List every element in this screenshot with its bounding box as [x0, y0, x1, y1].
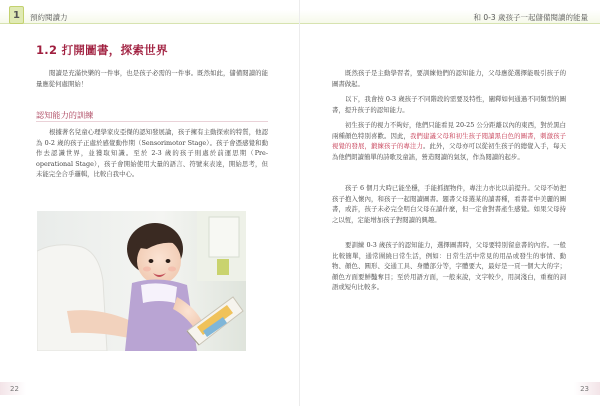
body-paragraph: 根據著名兒童心理學家皮亞傑的認知發展論，孩子擁有主動探索的特質，他認為 0-2 歲的孩子正處於感覺動作期（Sensorimotor Stage）。孩子會憑感覺和動作去認識世界，並獲取知識。至於 2-3 歲的孩子則處於前運思期（Pre-operational Stage），孩子會開始使用大量的語言、符號來表達，開始思考，但未能完全合乎邏輯，比較自我中心。 — [36, 128, 268, 179]
intro-paragraph: 閱讀是充滿快樂的一件事，也是孩子必需的一件事。既然如此，儲備閱讀的能量應從何處開始！ — [36, 69, 268, 88]
right-paragraph-4: 孩子 6 個月大時已能坐穩，手能抓握物件，專注力亦比以前提升。父母不妨把孩子抱入懷內，和孩子一起閱讀圖書。題書父母選某的讀書種，看書者中美麗的圖書，或許，孩子未必完全明白父母在讀什麼，但一定會對書產生感覺。如果父母持之以恆，定能增加孩子對閱讀的興趣。 — [332, 184, 566, 224]
paragraph-3-highlight: 我們建議父母和初生孩子閱讀黑白色的圖書，刺激孩子視覺的發展，鍛練孩子的專注力 — [332, 131, 567, 151]
right-paragraph-5: 要訓練 0-3 歲孩子的認知能力，選擇圖書時，父母要特別留意書的內容。一般比較簡單，通常圍繞日常生活，例如：日常生活中常見的用品或發生的事情、動物、顏色、圓形、交通工具、身體部分等，字體要大，最好是一頁一個大大的字；顏色方面要鮮豔奪目；至於用語方面，一般來說，文字較少，用詞淺白，重複的詞語或短句比較多。 — [332, 241, 566, 292]
subheading-cognitive-training: 認知能力的訓練 — [36, 110, 94, 120]
right-paragraph-2: 以下，我會按 0-3 歲孩子不同階段的需要及特性，闡釋如何通過不同類型的圖書，提升孩子的認知能力。 — [332, 95, 566, 114]
right-paragraph-3 — [332, 120, 566, 162]
right-paragraph-1: 既然孩子是主動學習者，要訓練他們的認知能力，父母應從選擇能吸引孩子的圖書做起。 — [332, 69, 566, 88]
paragraph-3-text-after: 。此外，父母亦可以從初生孩子的總覺入手，每天為他們朗讀簡單的詩歌及童謠，營造閱讀的氣氛，作為閱讀的起步。 — [332, 142, 567, 161]
right-running-head: 和 0-3 歲孩子一起儲備閱讀的能量 — [473, 13, 588, 22]
mother-baby-reading-photo — [37, 211, 246, 351]
paragraph-3-text-before: 初生孩子的視力不夠好，他們只能看見 20-25 公分距離以內的東西，對於黑白兩種顏色特別喜歡。因此， — [332, 121, 566, 140]
right-page — [300, 0, 600, 406]
right-page-number: 23 — [580, 385, 589, 393]
chapter-number-tab: 1 — [9, 6, 24, 24]
left-page-number: 22 — [10, 385, 19, 393]
subheading-rule — [36, 121, 268, 122]
left-running-head: 預約閱讀力 — [30, 13, 68, 22]
section-title: 1.2 打開圖書，探索世界 — [36, 43, 168, 57]
